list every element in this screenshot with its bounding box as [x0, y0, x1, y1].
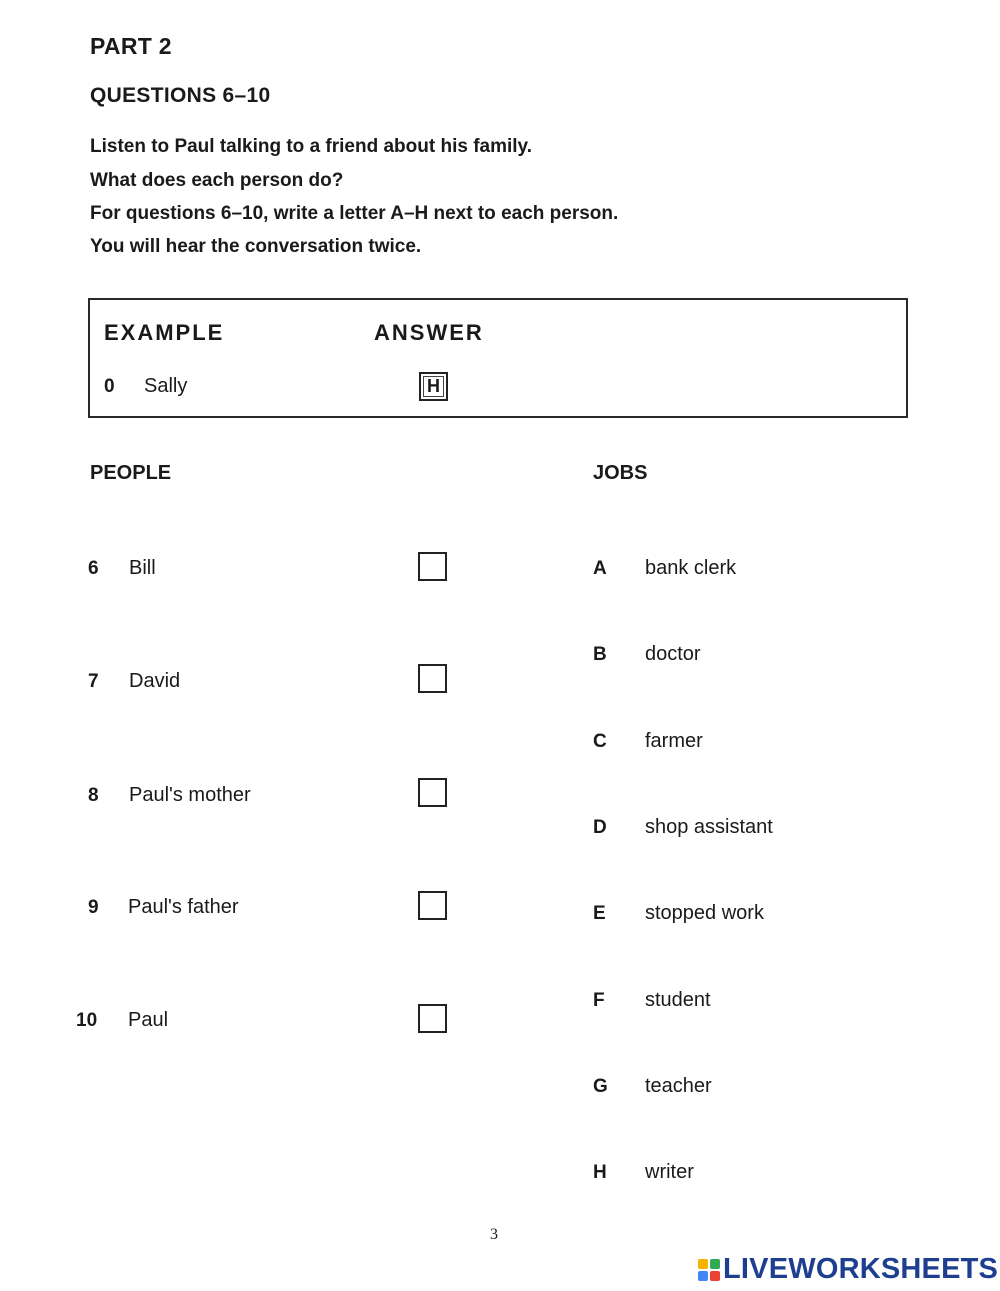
example-answer-box: H — [419, 372, 448, 401]
answer-label: ANSWER — [374, 320, 484, 345]
question-number-7: 7 — [88, 671, 99, 692]
instruction-line: Listen to Paul talking to a friend about his family. — [90, 136, 532, 157]
job-letter-b: B — [593, 644, 607, 665]
job-teacher: teacher — [645, 1075, 712, 1097]
page-number: 3 — [490, 1226, 498, 1243]
answer-box-9[interactable] — [418, 891, 447, 920]
person-name-david: David — [129, 670, 181, 692]
job-letter-c: C — [593, 731, 607, 752]
question-number-9: 9 — [88, 897, 99, 918]
job-doctor: doctor — [645, 643, 701, 665]
person-name-bill: Bill — [129, 557, 156, 579]
job-letter-e: E — [593, 903, 606, 924]
job-writer: writer — [645, 1161, 694, 1183]
job-shop-assistant: shop assistant — [645, 816, 773, 838]
job-letter-f: F — [593, 990, 605, 1011]
answer-box-10[interactable] — [418, 1004, 447, 1033]
liveworksheets-logo — [698, 1253, 998, 1286]
person-name-paul: Paul — [128, 1009, 169, 1031]
question-number-10: 10 — [76, 1010, 98, 1031]
job-stopped-work: stopped work — [645, 902, 764, 924]
person-name-pauls-father: Paul's father — [128, 896, 239, 918]
example-name: Sally — [144, 375, 188, 397]
liveworksheets-logo-text: LIVEWORKSHEETS — [723, 1253, 999, 1285]
instruction-line: For questions 6–10, write a letter A–H next to each person. — [90, 203, 619, 224]
answer-box-7[interactable] — [418, 664, 447, 693]
example-number: 0 — [104, 376, 115, 397]
instruction-line: What does each person do? — [90, 170, 344, 191]
example-box — [88, 298, 908, 418]
job-letter-d: D — [593, 817, 607, 838]
part-title: PART 2 — [90, 33, 172, 59]
instruction-line: You will hear the conversation twice. — [90, 236, 422, 257]
job-letter-h: H — [593, 1162, 607, 1183]
job-farmer: farmer — [645, 730, 703, 752]
question-number-8: 8 — [88, 785, 99, 806]
job-bank-clerk: bank clerk — [645, 557, 737, 579]
person-name-pauls-mother: Paul's mother — [129, 784, 251, 806]
people-heading: PEOPLE — [90, 462, 172, 484]
questions-title: QUESTIONS 6–10 — [90, 84, 271, 107]
question-number-6: 6 — [88, 558, 99, 579]
answer-box-6[interactable] — [418, 552, 447, 581]
job-letter-a: A — [593, 558, 607, 579]
liveworksheets-logo-icon — [698, 1259, 720, 1281]
job-student: student — [645, 989, 711, 1011]
jobs-heading: JOBS — [593, 462, 648, 484]
answer-box-8[interactable] — [418, 778, 447, 807]
job-letter-g: G — [593, 1076, 608, 1097]
example-label: EXAMPLE — [104, 320, 225, 345]
